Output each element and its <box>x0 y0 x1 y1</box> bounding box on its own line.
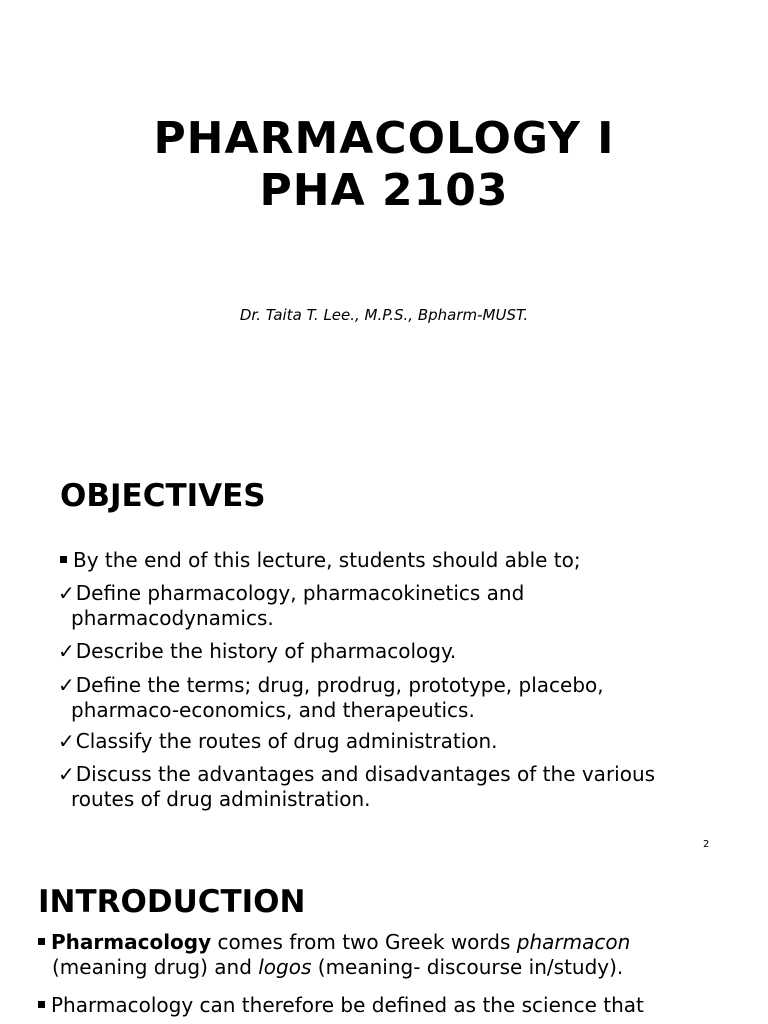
intro-text: comes from two Greek words <box>211 930 517 954</box>
objective-item <box>58 673 604 723</box>
intro-text: Pharmacology can therefore be defined as the science that <box>51 993 644 1017</box>
objectives-heading: OBJECTIVES <box>60 478 266 514</box>
greek-word-logos: logos <box>258 955 312 979</box>
introduction-heading: INTRODUCTION <box>38 884 306 920</box>
intro-text: (meaning- discourse in/study). <box>311 955 624 979</box>
objective-item-continuation: pharmaco-economics, and therapeutics. <box>71 698 475 722</box>
objective-item <box>58 729 498 754</box>
intro-paragraph-2 <box>38 993 644 1018</box>
check-mark-icon: ✓ <box>58 639 75 663</box>
objective-item <box>58 581 524 631</box>
objective-item <box>58 639 456 664</box>
objectives-intro <box>60 548 581 573</box>
objective-item-text: Define pharmacology, pharmacokinetics and <box>75 581 525 605</box>
author-line: Dr. Taita T. Lee., M.P.S., Bpharm-MUST. <box>239 306 529 324</box>
objective-item-text: Discuss the advantages and disadvantages of the various <box>75 762 656 786</box>
slide-title-line1: PHARMACOLOGY I <box>153 113 615 164</box>
square-bullet-icon <box>60 556 67 563</box>
objective-item-continuation: pharmacodynamics. <box>71 606 274 630</box>
term-pharmacology: Pharmacology <box>51 930 212 954</box>
slide-title-course-code: PHA 2103 <box>259 165 509 216</box>
objective-item-text: Classify the routes of drug administration. <box>75 729 498 753</box>
greek-word-pharmacon: pharmacon <box>516 930 631 954</box>
check-mark-icon: ✓ <box>58 673 75 697</box>
check-mark-icon: ✓ <box>58 762 75 786</box>
objective-item-continuation: routes of drug administration. <box>71 787 371 811</box>
objective-item <box>58 762 655 812</box>
objectives-intro-text: By the end of this lecture, students should able to; <box>73 548 581 572</box>
page-number: 2 <box>703 839 710 850</box>
objective-item-text: Describe the history of pharmacology. <box>75 639 457 663</box>
check-mark-icon: ✓ <box>58 581 75 605</box>
square-bullet-icon <box>38 938 45 945</box>
square-bullet-icon <box>38 1001 45 1008</box>
check-mark-icon: ✓ <box>58 729 75 753</box>
intro-paragraph-1 <box>38 930 630 980</box>
objective-item-text: Define the terms; drug, prodrug, prototype, placebo, <box>75 673 604 697</box>
intro-text: (meaning drug) and <box>52 955 259 979</box>
